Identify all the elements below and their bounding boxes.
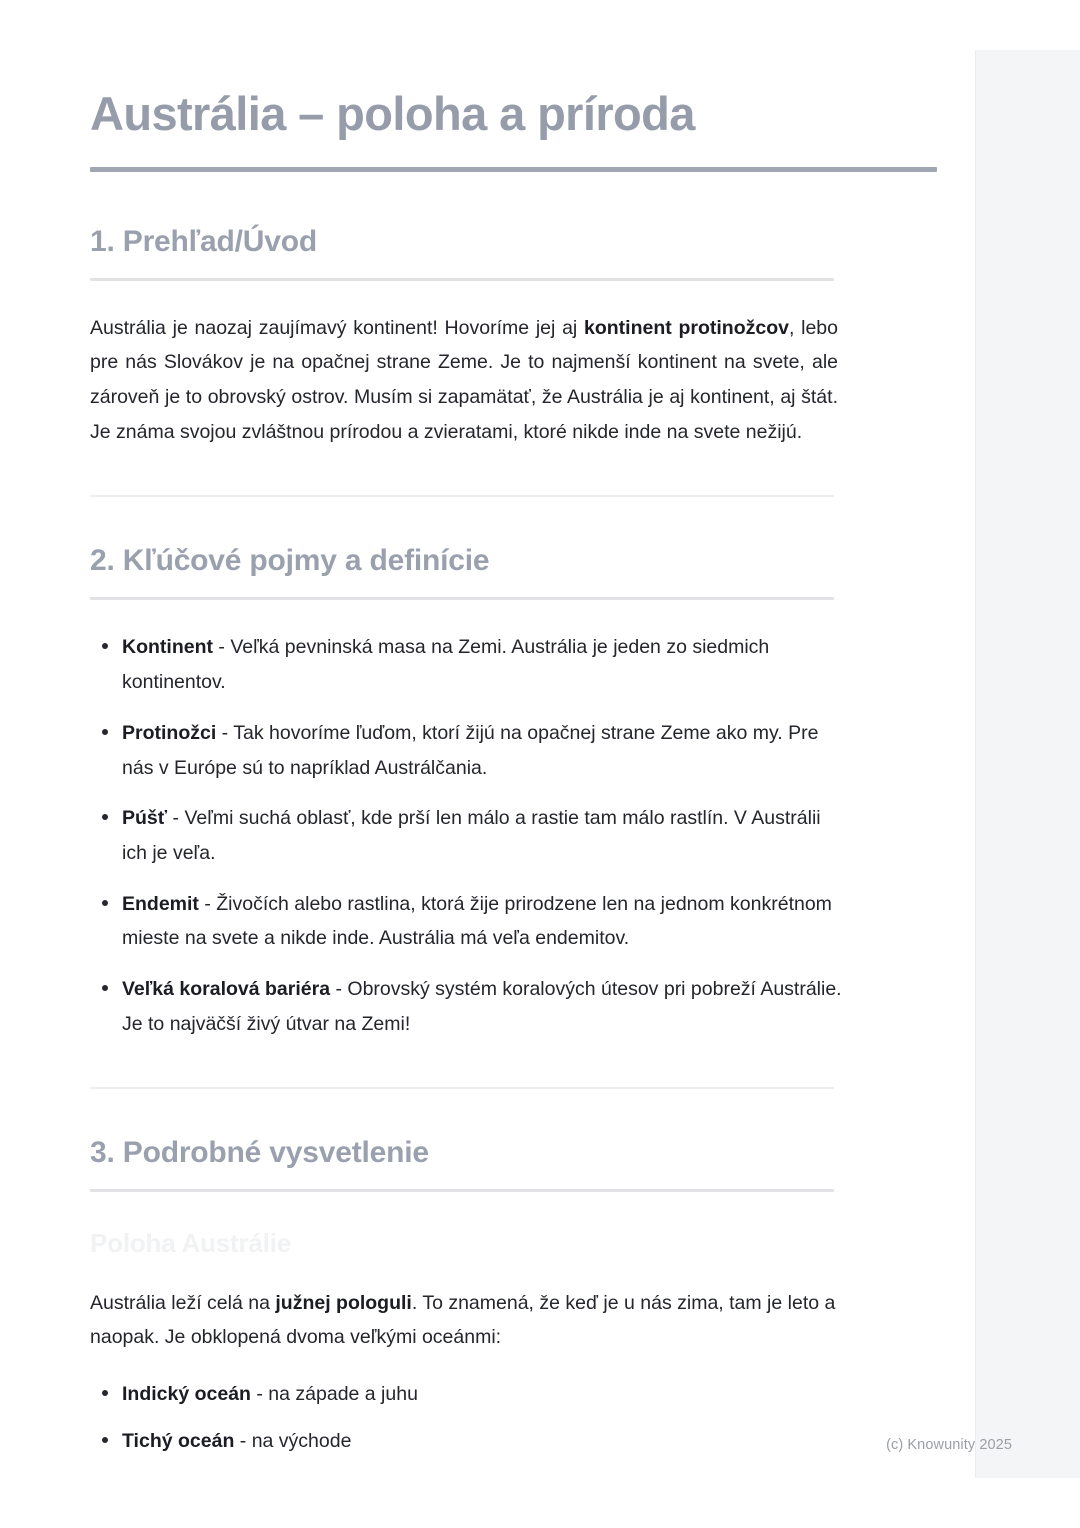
block-separator: [90, 1087, 834, 1089]
bullet-dot-icon: [102, 1390, 108, 1396]
paragraph-text-part: Austrália je naozaj zaujímavý kontinent! Hovoríme jej aj: [90, 316, 584, 339]
block-separator: [90, 495, 834, 497]
list-item: [90, 972, 850, 1041]
term-definition: - na západe a juhu: [250, 1383, 418, 1406]
term-definition: - Tak hovoríme ľuďom, ktorí žijú na opačnej strane Zeme ako my. Pre nás v Európe sú to napríklad Austrálčania.: [122, 721, 819, 779]
term-definition: - Obrovský systém koralových útesov pri pobreží Austrálie. Je to najväčší živý útvar na Zemi!: [122, 978, 842, 1035]
list-item: [90, 801, 850, 870]
paragraph-bold-term: kontinent protinožcov: [583, 316, 789, 339]
term-label: Indický oceán: [122, 1383, 251, 1406]
term-definition: - na východe: [234, 1429, 352, 1452]
section-3-paragraph: [90, 1286, 838, 1355]
paragraph-text-part: . To znamená, že keď je u nás zima, tam je leto a naopak. Je obklopená dvoma veľkými oceánmi:: [90, 1291, 836, 1349]
section-heading-divider-3: [90, 1189, 834, 1192]
section-prehlad-uvod: [90, 224, 936, 450]
title-divider: [90, 167, 937, 172]
key-terms-list: [90, 630, 850, 1041]
term-definition: - Veľká pevninská masa na Zemi. Austrália je jeden zo siedmich kontinentov.: [122, 636, 770, 694]
section-heading-divider-2: [90, 597, 834, 600]
section-heading-1: 1. Prehľad/Úvod: [90, 224, 317, 258]
term-definition: - Veľmi suchá oblasť, kde prší len málo a rastie tam málo rastlín. V Austrálii ich je veľa.: [122, 807, 821, 864]
term-definition: - Živočích alebo rastlina, ktorá žije prirodzene len na jednom konkrétnom mieste na svete a nikde inde. Austrália má veľa endemitov.: [122, 892, 832, 950]
term-label: Veľká koralová bariéra: [122, 978, 331, 1001]
paragraph-text-part: Austrália leží celá na: [90, 1291, 276, 1314]
section-klucove-pojmy: [90, 543, 936, 1041]
bullet-dot-icon: [102, 643, 108, 649]
term-label: Tichý oceán: [122, 1429, 235, 1452]
section-podrobne-vysvetlenie: [90, 1135, 936, 1458]
term-label: Kontinent: [122, 636, 213, 659]
section-1-paragraph: [90, 311, 838, 450]
list-item: [90, 630, 850, 699]
list-item: [90, 1377, 850, 1412]
bullet-dot-icon: [102, 814, 108, 820]
paragraph-bold-term: južnej pologuli: [275, 1291, 412, 1314]
footer-watermark: (c) Knowunity 2025: [886, 1437, 1012, 1453]
list-item: [90, 716, 850, 785]
term-label: Protinožci: [122, 721, 217, 744]
subsection-heading-poloha-australie: Poloha Austrálie: [90, 1228, 291, 1259]
bullet-dot-icon: [102, 985, 108, 991]
term-label: Púšť: [122, 807, 168, 830]
section-heading-divider-1: [90, 278, 834, 281]
page-title: Austrália – poloha a príroda: [90, 87, 695, 140]
term-label: Endemit: [122, 892, 199, 915]
list-item: [90, 887, 850, 956]
paragraph-text-part: , lebo pre nás Slovákov je na opačnej strane Zeme. Je to najmenší kontinent na svete, ale zároveň je to obrovský ostrov. Musím si zapamätať, že Austrália je aj kontinent, aj štát. Je známa svojou zvláštnou prírodou a zvieratami, ktoré nikde inde na svete nežijú.: [90, 316, 838, 443]
section-heading-2: 2. Kľúčové pojmy a definície: [90, 544, 490, 578]
bullet-dot-icon: [102, 900, 108, 906]
bullet-dot-icon: [102, 729, 108, 735]
section-heading-3: 3. Podrobné vysvetlenie: [90, 1136, 429, 1170]
